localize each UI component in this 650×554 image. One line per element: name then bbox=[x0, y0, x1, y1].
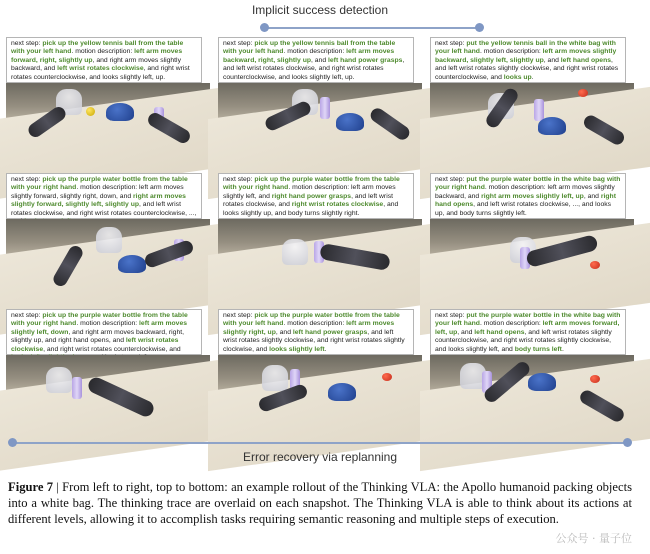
trace-text: next step: bbox=[435, 176, 467, 183]
highlighted-phrase: left arm moves backward, right, slightly up bbox=[223, 48, 395, 64]
highlighted-phrase: left hand power grasps bbox=[292, 328, 368, 336]
trace-text: , and looks slightly up, and body turns slightly right. bbox=[223, 201, 399, 217]
rollout-panel bbox=[6, 309, 210, 437]
highlighted-phrase: right arm moves slightly forward, slightly left, slightly up bbox=[11, 192, 186, 209]
tomato bbox=[590, 375, 600, 383]
trace-text: . motion description: left arm moves slightly backward, and bbox=[435, 184, 615, 200]
blue-cap bbox=[538, 117, 566, 135]
rollout-panel bbox=[430, 37, 634, 165]
highlighted-phrase: pick up the purple water bottle from the table with your right hand bbox=[223, 176, 400, 192]
trace-text: , and left wrist rotates clockwise, and right wrist rotates counterclockwise, and looks slightly left, up. bbox=[223, 56, 405, 81]
robot-snapshot bbox=[6, 219, 210, 301]
robot-snapshot bbox=[430, 83, 634, 165]
rollout-grid bbox=[6, 37, 634, 437]
trace-text: . motion description: bbox=[76, 320, 140, 328]
rollout-panel bbox=[6, 37, 210, 165]
robot-snapshot bbox=[430, 219, 634, 301]
timeline-end-dot bbox=[623, 438, 632, 447]
thinking-trace bbox=[218, 37, 414, 83]
rollout-panel bbox=[218, 37, 422, 165]
trace-text: next step: bbox=[223, 176, 255, 183]
trace-text: , and bbox=[275, 328, 293, 336]
blue-cap bbox=[118, 255, 146, 273]
tomato bbox=[578, 89, 588, 97]
figure-label: Figure 7 bbox=[8, 480, 54, 494]
trace-text: next step: bbox=[223, 312, 255, 319]
tennis-ball bbox=[86, 107, 95, 116]
highlighted-phrase: pick up the purple water bottle from the table with your right hand bbox=[11, 312, 188, 328]
white-bag bbox=[96, 227, 122, 253]
trace-text: . motion description: left arm moves slightly left, and bbox=[223, 184, 396, 200]
highlighted-phrase: left wrist rotates clockwise bbox=[57, 65, 144, 73]
water-bottle bbox=[72, 377, 82, 399]
thinking-trace bbox=[6, 173, 202, 219]
watermark: 公众号 · 量子位 bbox=[555, 532, 632, 545]
highlighted-phrase: left arm moves slightly backward, slightly left, slightly up bbox=[435, 48, 617, 64]
highlighted-phrase: left hand power grasps bbox=[328, 56, 403, 64]
implicit-success-line bbox=[264, 27, 480, 29]
highlighted-phrase: looks up bbox=[503, 73, 532, 81]
trace-text: next step: bbox=[435, 40, 467, 47]
trace-text: , and left wrist rotates clockwise, and right wrist rotates counterclockwise, ..., bbox=[11, 201, 197, 217]
water-bottle bbox=[534, 99, 544, 121]
highlighted-phrase: right arm moves slightly left, up bbox=[481, 192, 584, 200]
trace-text: , and left wrist rotates slightly clockwise, and right wrist rotates counterclockwise, and bbox=[435, 56, 619, 81]
highlighted-phrase: looks slightly left bbox=[269, 345, 325, 353]
caption-text: | From left to right, top to bottom: an example rollout of the Thinking VLA: the Apollo humanoid packing objects into a white bag. The thinking trace are overlaid on each snapshot. The Thinking VLA is able to think about its actions at different levels, allowing it to accomplish tasks requiring semantic reasoning and multiple steps of execution. bbox=[8, 480, 633, 526]
trace-text: . bbox=[531, 73, 534, 81]
trace-text: , and bbox=[543, 56, 561, 64]
trace-text: , and left wrist rotates slightly counterclockwise, and right wrist rotates slightly clockwise, and looks slightly left, and bbox=[435, 328, 612, 353]
highlighted-phrase: left arm moves forward, left, up bbox=[435, 320, 620, 336]
robot-snapshot bbox=[6, 83, 210, 165]
trace-text: , and left wrist rotates slightly clockwise, and right wrist rotates slightly clockwise, and bbox=[223, 328, 405, 353]
highlighted-phrase: right wrist rotates clockwise bbox=[291, 201, 384, 209]
highlighted-phrase: pick up the yellow tennis ball from the table with your left hand bbox=[11, 40, 184, 56]
blue-cap bbox=[328, 383, 356, 401]
water-bottle bbox=[320, 97, 330, 119]
trace-text: . motion description: bbox=[479, 320, 543, 328]
highlighted-phrase: pick up the yellow tennis ball from the table with your left hand bbox=[223, 40, 396, 56]
error-recovery-line bbox=[12, 442, 628, 444]
highlighted-phrase: put the purple water bottle in the white bag with your left hand bbox=[435, 312, 621, 328]
thinking-trace bbox=[6, 37, 202, 83]
highlighted-phrase: left wrist rotates clockwise bbox=[11, 337, 179, 353]
timeline-start-dot bbox=[8, 438, 17, 447]
tomato bbox=[590, 261, 600, 269]
trace-text: , and right arm moves backward, right, slightly up, and right hand opens, and bbox=[11, 328, 184, 345]
thinking-trace bbox=[6, 309, 202, 355]
highlighted-phrase: right hand opens bbox=[435, 192, 616, 209]
rollout-panel bbox=[430, 173, 634, 301]
trace-text: next step: bbox=[435, 312, 467, 319]
trace-text: , and right wrist rotates counterclockwise, and looks slightly left, up. bbox=[11, 65, 190, 81]
trace-text: , and bbox=[311, 56, 329, 64]
tomato bbox=[382, 373, 392, 381]
rollout-panel bbox=[218, 309, 422, 437]
thinking-trace bbox=[218, 173, 414, 219]
robot-snapshot bbox=[6, 355, 210, 437]
blue-cap bbox=[528, 373, 556, 391]
trace-text: next step: bbox=[11, 312, 43, 319]
rollout-panel bbox=[6, 173, 210, 301]
error-recovery-label: Error recovery via replanning bbox=[242, 450, 398, 464]
robot-snapshot bbox=[430, 355, 634, 437]
trace-text: next step: bbox=[223, 40, 255, 47]
thinking-trace bbox=[430, 37, 626, 83]
highlighted-phrase: left arm moves slightly left, down bbox=[11, 320, 188, 336]
trace-text: next step: bbox=[11, 176, 43, 183]
highlighted-phrase: left arm moves slightly right, up bbox=[223, 320, 395, 336]
rollout-panel bbox=[430, 309, 634, 437]
highlighted-phrase: pick up the purple water bottle from the table with your right hand bbox=[11, 176, 188, 192]
rollout-panel bbox=[218, 173, 422, 301]
trace-text: . motion description: left arm moves slightly forward, slightly right, down, and bbox=[11, 184, 184, 200]
highlighted-phrase: left hand opens bbox=[560, 56, 612, 64]
white-bag bbox=[46, 367, 72, 393]
trace-text: , and left wrist rotates clockwise, and bbox=[223, 192, 393, 209]
robot-snapshot bbox=[218, 219, 422, 301]
white-bag bbox=[262, 365, 288, 391]
highlighted-phrase: pick up the purple water bottle from the table with your left hand bbox=[223, 312, 400, 328]
highlighted-phrase: put the purple water bottle in the white bag with your right hand bbox=[435, 176, 621, 192]
trace-text: , and bbox=[457, 328, 475, 336]
blue-cap bbox=[336, 113, 364, 131]
figure-caption bbox=[8, 480, 632, 527]
robot-snapshot bbox=[218, 355, 422, 437]
thinking-trace bbox=[430, 309, 626, 355]
highlighted-phrase: right hand power grasps bbox=[271, 192, 352, 200]
highlighted-phrase: left arm moves forward, right, slightly up bbox=[11, 48, 183, 64]
error-recovery-bar bbox=[0, 436, 640, 466]
highlighted-phrase: put the yellow tennis ball in the white bag with your left hand bbox=[435, 40, 616, 56]
trace-text: next step: bbox=[11, 40, 43, 47]
timeline-start-dot bbox=[260, 23, 269, 32]
thinking-trace bbox=[218, 309, 414, 355]
thinking-trace bbox=[430, 173, 626, 219]
robot-snapshot bbox=[218, 83, 422, 165]
trace-text: . motion description: bbox=[479, 48, 543, 56]
timeline-end-dot bbox=[475, 23, 484, 32]
highlighted-phrase: left hand opens bbox=[474, 328, 525, 336]
implicit-success-label: Implicit success detection bbox=[251, 3, 389, 17]
implicit-success-bar bbox=[0, 0, 640, 40]
trace-text: . bbox=[561, 345, 564, 353]
white-bag bbox=[282, 239, 308, 265]
trace-text: , and right wrist rotates counterclockwise, and bbox=[43, 345, 181, 353]
trace-text: . motion description: bbox=[71, 48, 135, 56]
blue-cap bbox=[106, 103, 134, 121]
trace-text: . bbox=[324, 345, 327, 353]
highlighted-phrase: body turns left bbox=[514, 345, 562, 353]
trace-text: . motion description: bbox=[283, 48, 347, 56]
trace-text: , and right arm moves slightly backward, and bbox=[11, 56, 181, 73]
trace-text: . motion description: bbox=[283, 320, 347, 328]
trace-text: , and bbox=[583, 192, 601, 200]
trace-text: , and left wrist rotates clockwise, ..., and looks up, and body turns slightly left. bbox=[435, 201, 612, 217]
